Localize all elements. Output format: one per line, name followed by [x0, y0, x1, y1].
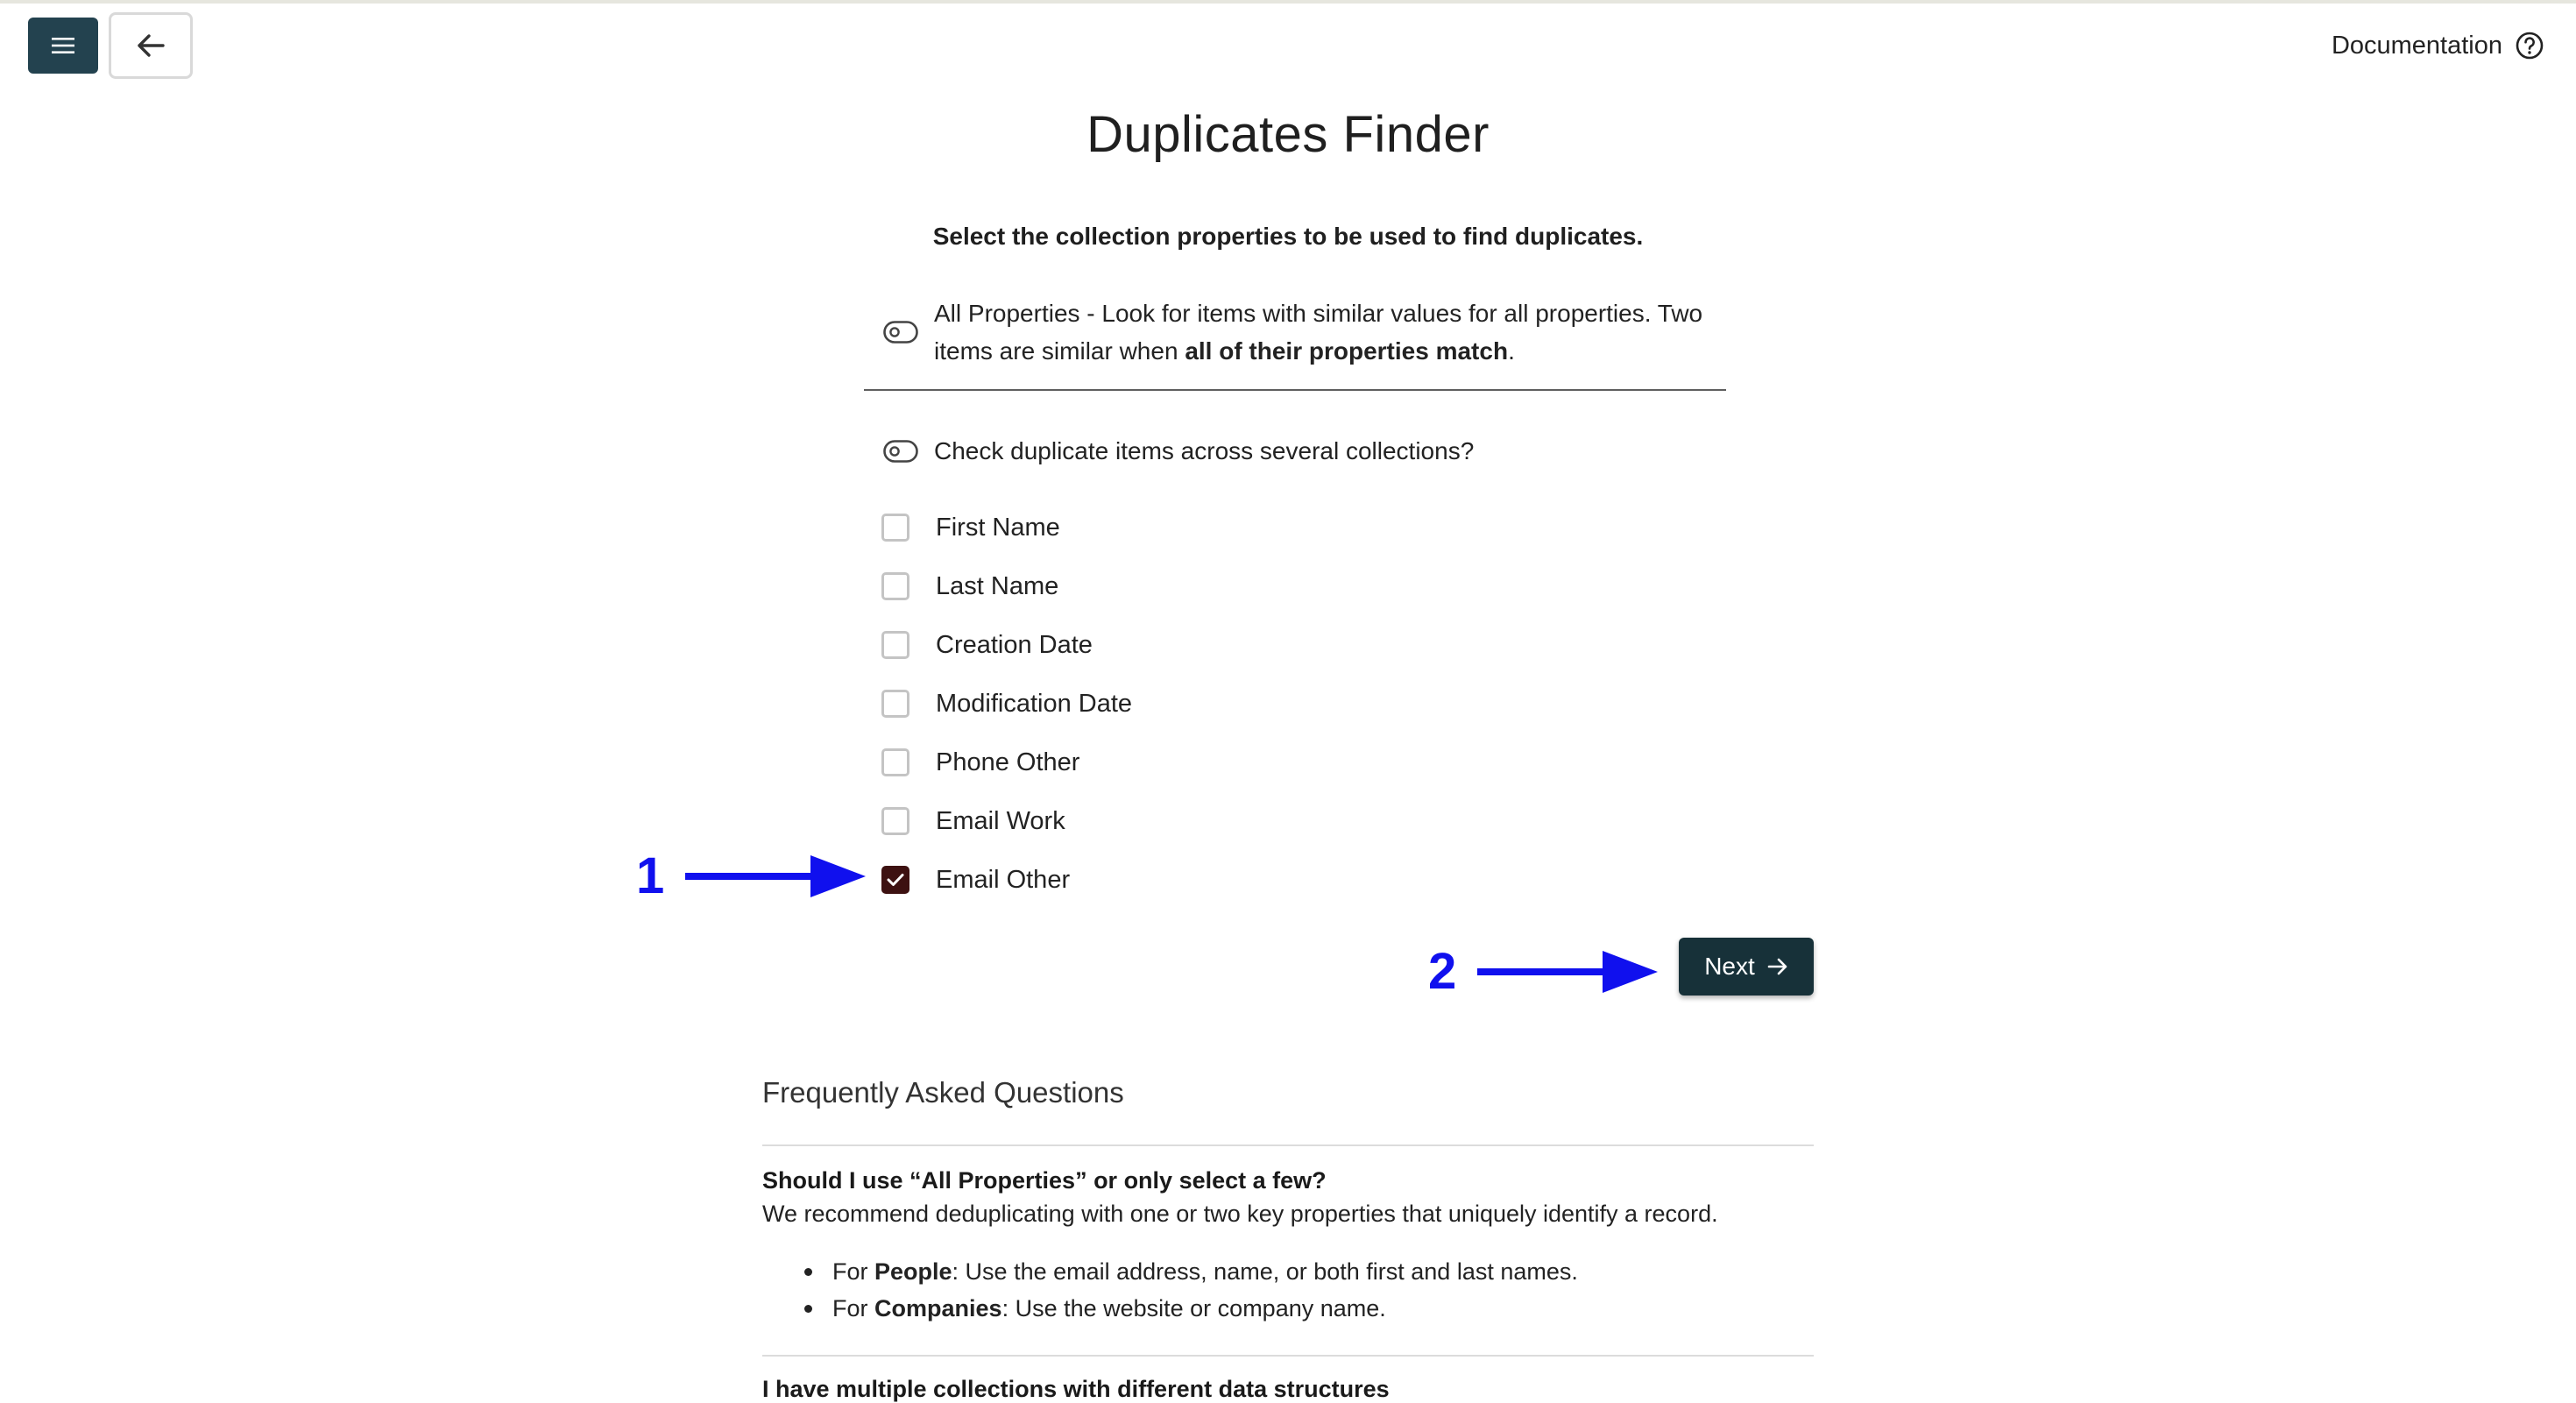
- all-properties-label: All Properties - Look for items with similar values for all properties. Two items are similar when all of their properties match.: [934, 300, 1703, 365]
- property-label: Email Other: [936, 865, 1071, 894]
- property-label: Creation Date: [936, 630, 1093, 659]
- checkbox[interactable]: [881, 807, 909, 835]
- checkbox[interactable]: [881, 748, 909, 776]
- property-checkbox-row[interactable]: [881, 627, 1093, 663]
- property-label: Phone Other: [936, 748, 1080, 776]
- faq-bullet-list: [804, 1253, 1578, 1327]
- faq-divider: [762, 1144, 1814, 1146]
- divider: [864, 389, 1726, 391]
- checkmark-icon: [887, 873, 904, 887]
- documentation-label: Documentation: [2331, 31, 2502, 60]
- property-checkbox-row[interactable]: [881, 862, 1070, 897]
- documentation-link[interactable]: [2332, 26, 2544, 65]
- faq-question: I have multiple collections with different data structures: [762, 1376, 1390, 1402]
- property-checkbox-row[interactable]: [881, 510, 1060, 545]
- toggle-off-icon[interactable]: [883, 440, 918, 463]
- arrow-left-icon: [136, 32, 166, 59]
- faq-divider: [762, 1355, 1814, 1357]
- annotation-arrow-icon: [1476, 949, 1660, 995]
- annotation-number: 1: [636, 847, 665, 904]
- checkbox[interactable]: [881, 514, 909, 542]
- property-label: Modification Date: [936, 689, 1133, 718]
- property-checkbox-row[interactable]: [881, 804, 1065, 839]
- page-subtitle: Select the collection properties to be used to find duplicates.: [932, 223, 1644, 250]
- cross-collection-label: Check duplicate items across several collections?: [934, 437, 1475, 464]
- checkbox[interactable]: [881, 866, 909, 894]
- annotation-number: 2: [1428, 943, 1457, 1000]
- toggle-off-icon[interactable]: [883, 321, 918, 344]
- question-circle-icon: [2515, 31, 2544, 60]
- property-label: Last Name: [936, 571, 1059, 600]
- next-button[interactable]: [1679, 938, 1814, 996]
- all-properties-toggle-row[interactable]: [883, 294, 1724, 370]
- property-label: Email Work: [936, 806, 1065, 835]
- back-button[interactable]: [109, 12, 193, 79]
- property-label: First Name: [936, 513, 1060, 542]
- list-item: For People: Use the email address, name, or both first and last names.: [804, 1253, 1578, 1290]
- next-button-label: Next: [1704, 953, 1755, 980]
- property-checkbox-row[interactable]: [881, 569, 1058, 604]
- page-title: Duplicates Finder: [1086, 106, 1490, 163]
- property-checkbox-row[interactable]: [881, 686, 1132, 721]
- property-checkbox-row[interactable]: [881, 745, 1079, 780]
- top-border: [0, 0, 2576, 4]
- faq-question: Should I use “All Properties” or only select a few?: [762, 1167, 1327, 1194]
- faq-title: Frequently Asked Questions: [762, 1076, 1124, 1109]
- cross-collection-toggle-row[interactable]: [883, 436, 1474, 466]
- arrow-right-icon: [1767, 957, 1788, 976]
- checkbox[interactable]: [881, 690, 909, 718]
- checkbox[interactable]: [881, 572, 909, 600]
- checkbox[interactable]: [881, 631, 909, 659]
- annotation-arrow-icon: [683, 854, 867, 899]
- faq-answer: We recommend deduplicating with one or two key properties that uniquely identify a record.: [762, 1201, 1718, 1227]
- list-item: For Companies: Use the website or company name.: [804, 1290, 1578, 1327]
- hamburger-menu-icon: [50, 35, 76, 56]
- menu-button[interactable]: [28, 18, 98, 74]
